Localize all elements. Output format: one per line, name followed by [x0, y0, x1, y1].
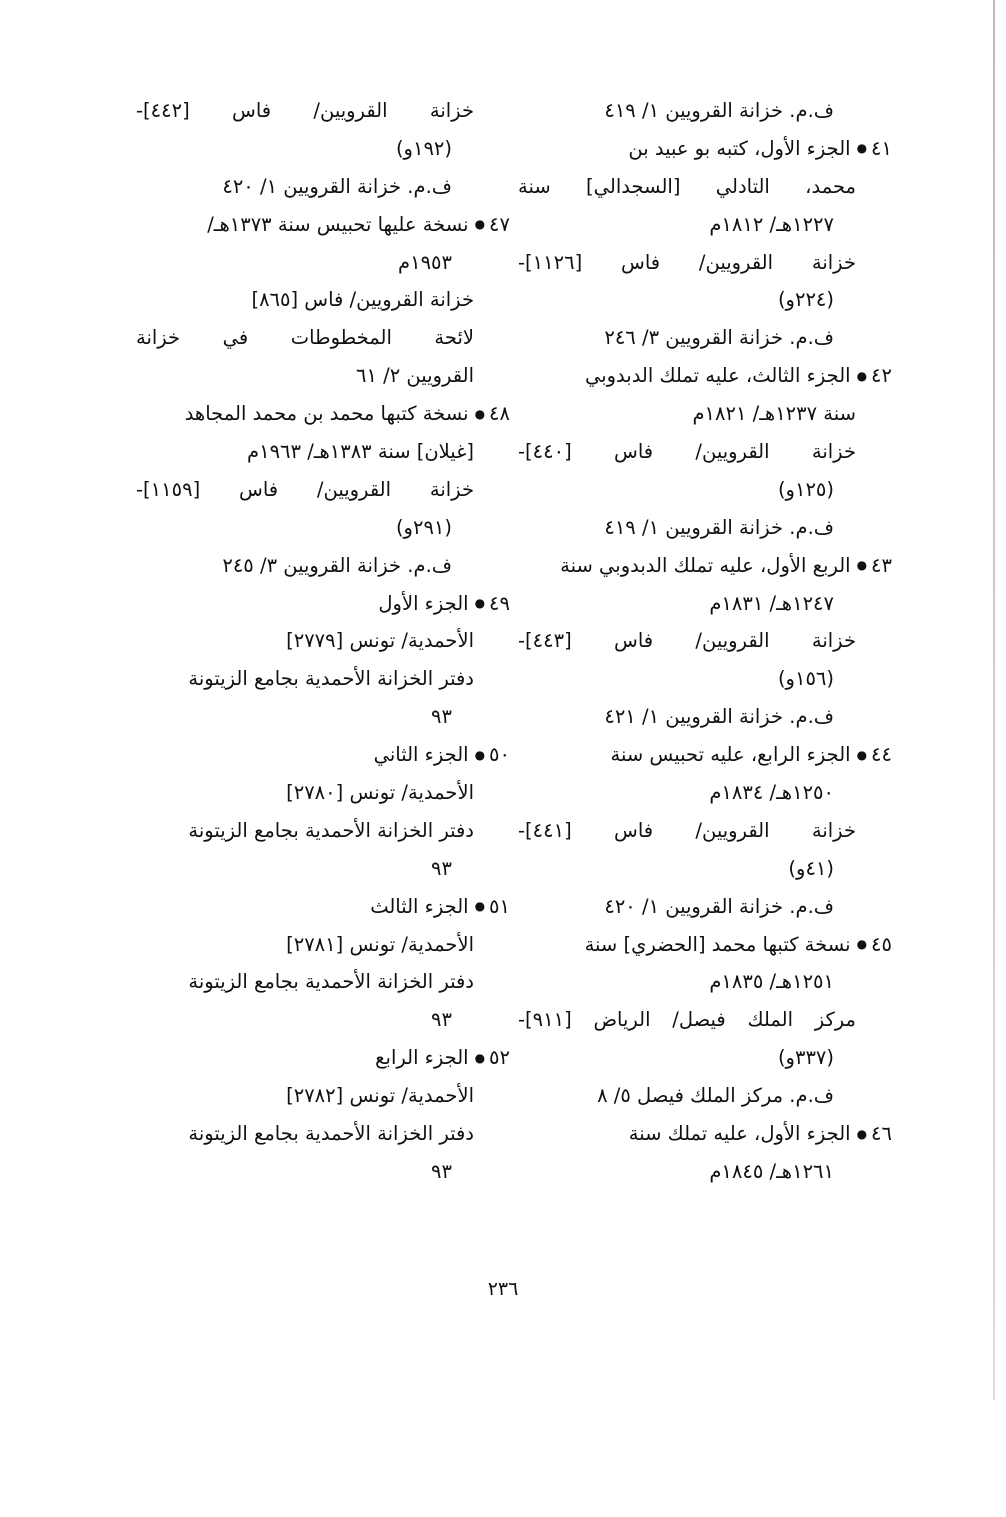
text-line: ف.م. خزانة القرويين ١/ ٤٢٠	[604, 894, 834, 918]
catalog-entry-line	[136, 395, 510, 433]
text-line: ف.م. خزانة القرويين ١/ ٤٢٠	[222, 174, 452, 198]
catalog-entry-line	[518, 736, 892, 774]
text-line: خزانة القرويين/ فاس [١١٢٦]-	[518, 250, 856, 274]
text-line: خزانة القرويين/ فاس [٤٤٢]-	[136, 99, 474, 122]
entry-number: ٤٨	[489, 402, 510, 426]
text-line: خزانة القرويين/ فاس [٤٤٣]-	[518, 629, 856, 653]
text-line: الأحمدية/ تونس [٢٧٨٢]	[286, 1084, 474, 1108]
bullet-icon: ●	[856, 1126, 868, 1141]
text-line: ف.م. خزانة القرويين ٣/ ٢٤٥	[222, 553, 452, 577]
text-line: ف.م. خزانة القرويين ١/ ٤١٩	[604, 99, 834, 122]
text-line: دفتر الخزانة الأحمدية بجامع الزيتونة	[188, 667, 474, 691]
entry-number: ٤١	[871, 136, 892, 160]
text-line: ١٢٦١هـ/ ١٨٤٥م	[709, 1159, 834, 1183]
catalog-entry-line	[518, 130, 892, 168]
text-line: (١٥٦و)	[777, 667, 834, 691]
bullet-icon: ●	[856, 558, 868, 573]
text-line: ٩٣	[431, 1008, 452, 1032]
entry-number: ٤٢	[871, 364, 892, 388]
text-line: ١٢٥٠هـ/ ١٨٣٤م	[709, 781, 834, 805]
text-line: ١٢٢٧هـ/ ١٨١٢م	[709, 212, 834, 236]
text-line: الأحمدية/ تونس [٢٧٧٩]	[286, 629, 474, 653]
entry-text: الجزء الأول، عليه تملك سنة	[628, 1122, 851, 1146]
entry-text: الجزء الثاني	[373, 743, 469, 767]
text-line: خزانة القرويين/ فاس [١١٥٩]-	[136, 477, 474, 501]
entry-number: ٥١	[489, 894, 510, 918]
text-line: محمد، التادلي [السجدالي] سنة	[518, 174, 856, 198]
entry-number: ٥٠	[489, 743, 510, 767]
text-line: (٢٢٤و)	[777, 288, 834, 312]
bullet-icon: ●	[856, 747, 868, 762]
text-line: ف.م. خزانة القرويين ١/ ٤٢١	[604, 705, 834, 729]
entry-number: ٤٥	[871, 932, 892, 956]
text-line: (١٢٥و)	[777, 477, 834, 501]
text-line: ٩٣	[431, 856, 452, 880]
entry-text: نسخة كتبها محمد بن محمد المجاهد	[184, 402, 469, 426]
entry-text: الجزء الرابع، عليه تحبيس سنة	[610, 743, 851, 767]
page-number: ٢٣٦	[487, 1278, 519, 1300]
catalog-entry-line	[518, 357, 892, 395]
text-line: دفتر الخزانة الأحمدية بجامع الزيتونة	[188, 970, 474, 994]
text-line: ١٩٥٣م	[398, 250, 452, 274]
catalog-entry-line	[518, 547, 892, 585]
entry-text: نسخة كتبها محمد [الحضري] سنة	[584, 932, 851, 956]
entry-number: ٤٦	[871, 1122, 892, 1146]
catalog-entry-line	[136, 736, 510, 774]
text-line: دفتر الخزانة الأحمدية بجامع الزيتونة	[188, 818, 474, 842]
entry-number: ٤٤	[871, 743, 892, 767]
catalog-entry-line	[518, 926, 892, 964]
catalog-entry-line	[136, 888, 510, 926]
text-line: ف.م. خزانة القرويين ٣/ ٢٤٦	[604, 326, 834, 350]
text-line: [غيلان] سنة ١٣٨٣هـ/ ١٩٦٣م	[247, 440, 474, 464]
text-line: ف.م. مركز الملك فيصل ٥/ ٨	[597, 1084, 834, 1108]
text-line: ٩٣	[431, 705, 452, 729]
text-line: خزانة القرويين/ فاس [٨٦٥]	[251, 288, 474, 312]
bullet-icon: ●	[856, 368, 868, 383]
text-line: الأحمدية/ تونس [٢٧٨٠]	[286, 781, 474, 805]
entry-text: نسخة عليها تحبيس سنة ١٣٧٣هـ/	[207, 212, 469, 236]
entry-number: ٥٢	[489, 1046, 510, 1070]
entry-text: الجزء الأول، كتبه بو عبيد بن	[628, 136, 851, 160]
text-line: لائحة المخطوطات في خزانة	[136, 326, 474, 350]
text-line: سنة ١٢٣٧هـ/ ١٨٢١م	[692, 402, 856, 426]
bullet-icon: ●	[474, 406, 486, 421]
text-line: خزانة القرويين/ فاس [٤٤١]-	[518, 818, 856, 842]
text-line: ١٢٤٧هـ/ ١٨٣١م	[709, 591, 834, 615]
entry-text: الجزء الثالث	[370, 894, 469, 918]
text-line: (٤١و)	[788, 856, 834, 880]
entry-text: الربع الأول، عليه تملك الدبدوبي سنة	[560, 553, 851, 577]
text-line: دفتر الخزانة الأحمدية بجامع الزيتونة	[188, 1122, 474, 1146]
catalog-entry-line	[136, 1039, 510, 1077]
entry-text: الجزء الأول	[378, 591, 469, 615]
text-line: ١٢٥١هـ/ ١٨٣٥م	[709, 970, 834, 994]
catalog-entry-line	[518, 1115, 892, 1153]
text-line: (٢٩١و)	[395, 515, 452, 539]
bullet-icon: ●	[474, 899, 486, 914]
text-line: الأحمدية/ تونس [٢٧٨١]	[286, 932, 474, 956]
catalog-entry-line	[136, 585, 510, 623]
bullet-icon: ●	[856, 141, 868, 156]
entry-number: ٤٣	[871, 553, 892, 577]
text-line: (١٩٢و)	[395, 136, 452, 160]
text-line: (٣٣٧و)	[777, 1046, 834, 1070]
bullet-icon: ●	[474, 596, 486, 611]
bullet-icon: ●	[856, 937, 868, 952]
left-column	[136, 92, 510, 1191]
right-column	[518, 92, 892, 1191]
text-line: خزانة القرويين/ فاس [٤٤٠]-	[518, 440, 856, 464]
text-line: ٩٣	[431, 1159, 452, 1183]
entry-number: ٤٩	[489, 591, 510, 615]
text-line: ف.م. خزانة القرويين ١/ ٤١٩	[604, 515, 834, 539]
entry-text: الجزء الرابع	[375, 1046, 469, 1070]
catalog-entry-line	[136, 206, 510, 244]
text-line: القرويين ٢/ ٦١	[356, 364, 474, 388]
bullet-icon: ●	[474, 1050, 486, 1065]
entry-number: ٤٧	[489, 212, 510, 236]
bullet-icon: ●	[474, 747, 486, 762]
page-edge-line	[993, 0, 995, 1400]
bullet-icon: ●	[474, 217, 486, 232]
entry-text: الجزء الثالث، عليه تملك الدبدوبي	[584, 364, 851, 388]
text-line: مركز الملك فيصل/ الرياض [٩١١]-	[518, 1008, 856, 1032]
